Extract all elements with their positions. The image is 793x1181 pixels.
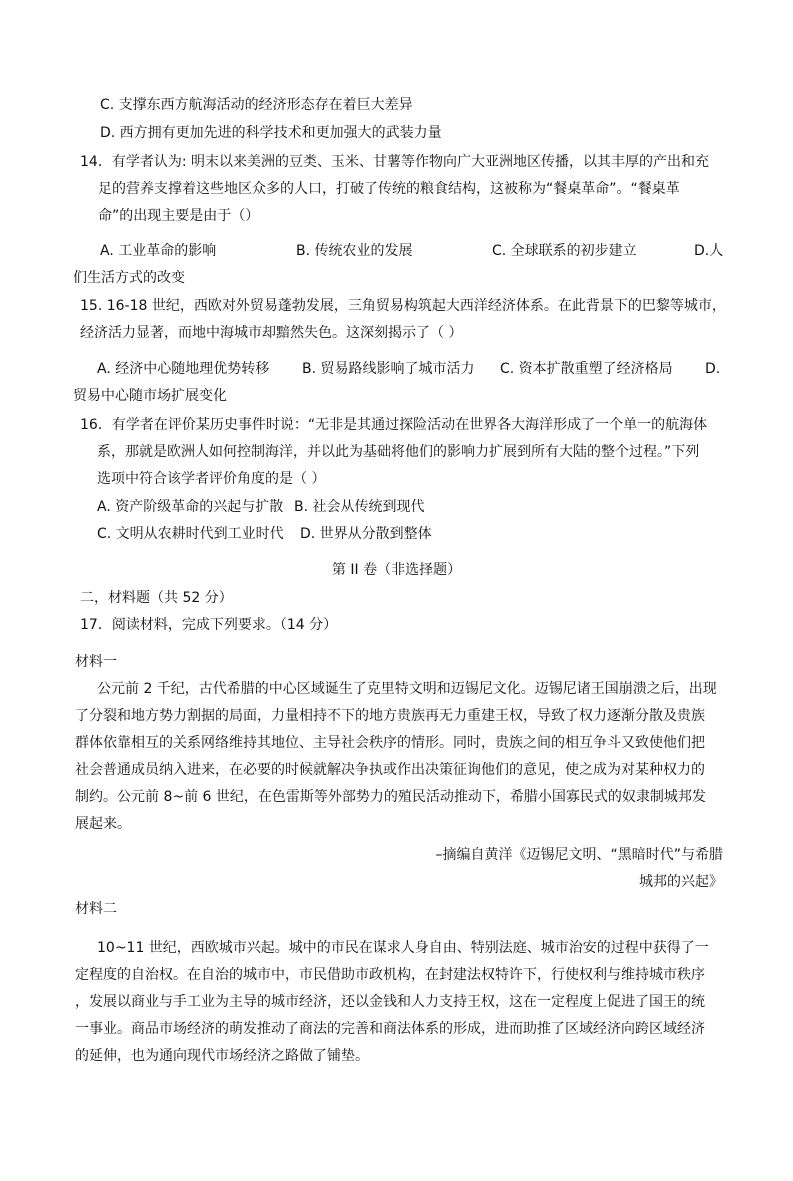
q15-option-d-continued: 贸易中心随市场扩展变化 — [73, 388, 227, 404]
material1-paragraph-line: 公元前 2 千纪，古代希腊的中心区域诞生了克里特文明和迈锡尼文化。迈锡尼诸王国崩溃之后，出现 — [97, 681, 717, 697]
material2-paragraph-line: 一事业。商品市场经济的萌发推动了商法的完善和商法体系的形成，进而助推了区域经济向跨区域经济 — [75, 1021, 705, 1037]
material1-source-continued: 城邦的兴起》 — [639, 874, 723, 890]
q16-stem-line: 16．有学者在评价某历史事件时说：“无非是其通过探险活动在世界各大海洋形成了一个单一的航海体 — [80, 417, 708, 433]
q14-stem-line: 命”的出现主要是由于（） — [98, 208, 260, 224]
q14-stem-line: 足的营养支撑着这些地区众多的人口，打破了传统的粮食结构，这被称为“餐桌革命”。“餐桌革 — [98, 181, 680, 197]
q14-option-d-continued: 们生活方式的改变 — [73, 270, 185, 286]
q15-option-d: D. — [705, 361, 721, 377]
material2-label: 材料二 — [75, 901, 117, 917]
q16-option-c: C. 文明从农耕时代到工业时代 — [97, 526, 284, 542]
material1-paragraph-line: 社会普通成员纳入进来，在必要的时候就解决争执或作出决策征询他们的意见，使之成为对某种权力的 — [75, 762, 705, 778]
q15-stem-line: 经济活力显著，而地中海城市却黯然失色。这深刻揭示了（ ） — [80, 325, 463, 341]
material2-paragraph-line: 10~11 世纪，西欧城市兴起。城中的市民在谋求人身自由、特别法庭、城市治安的过程中获得了一 — [97, 940, 709, 956]
q16-stem-line: 系，那就是欧洲人如何控制海洋，并以此为基础将他们的影响力扩展到所有大陆的整个过程。”下列 — [97, 444, 700, 460]
q13-option-d: D. 西方拥有更加先进的科学技术和更加强大的武装力量 — [100, 125, 442, 141]
material2-paragraph-line: ，发展以商业与手工业为主导的城市经济，还以金钱和人力支持王权，这在一定程度上促进了国王的统 — [75, 994, 705, 1010]
q13-option-c: C. 支撑东西方航海活动的经济形态存在着巨大差异 — [100, 97, 413, 113]
material2-paragraph-line: 的延伸，也为通向现代市场经济之路做了铺垫。 — [75, 1048, 369, 1064]
material1-label: 材料一 — [75, 654, 117, 670]
material2-paragraph-line: 定程度的自治权。在自治的城市中，市民借助市政机构，在封建法权特许下，行使权利与维持城市秩序 — [75, 967, 705, 983]
q15-option-c: C. 资本扩散重塑了经济格局 — [500, 361, 673, 377]
material1-paragraph-line: 展起来。 — [75, 816, 131, 832]
q14-option-a: A. 工业革命的影响 — [100, 243, 217, 259]
material1-paragraph-line: 了分裂和地方势力割据的局面，力量相持不下的地方贵族再无力重建王权，导致了权力逐渐分散及贵族 — [75, 708, 705, 724]
q16-option-b: B. 社会从传统到现代 — [294, 499, 425, 515]
material1-paragraph-line: 群体依靠相互的关系网络维持其地位、主导社会秩序的情形。同时，贵族之间的相互争斗又致使他们把 — [75, 735, 705, 751]
q16-option-d: D. 世界从分散到整体 — [300, 526, 432, 542]
q17-stem: 17．阅读材料，完成下列要求。（14 分） — [80, 617, 338, 633]
q14-option-d: D.人 — [694, 243, 724, 259]
q14-stem-line: 14．有学者认为: 明末以来美洲的豆类、玉米、甘薯等作物向广大亚洲地区传播，以其丰厚的产出和充 — [80, 154, 709, 170]
material1-source: –摘编自黄洋《迈锡尼文明、“黑暗时代”与希腊 — [435, 847, 723, 863]
q14-option-c: C. 全球联系的初步建立 — [492, 243, 637, 259]
q15-option-a: A. 经济中心随地理优势转移 — [97, 361, 270, 377]
q16-stem-line: 选项中符合该学者评价角度的是（ ） — [97, 471, 326, 487]
q15-stem-line: 15. 16-18 世纪，西欧对外贸易蓬勃发展，三角贸易构筑起大西洋经济体系。在此背景下的巴黎等城市， — [80, 298, 726, 314]
volume-title: 第 II 卷（非选择题） — [331, 562, 462, 578]
material1-paragraph-line: 制约。公元前 8~前 6 世纪，在色雷斯等外部势力的殖民活动推动下，希腊小国寡民式的奴隶制城邦发 — [75, 789, 706, 805]
part-title: 二，材料题（共 52 分） — [80, 590, 233, 606]
q14-option-b: B. 传统农业的发展 — [296, 243, 413, 259]
q15-option-b: B. 贸易路线影响了城市活力 — [302, 361, 475, 377]
q16-option-a: A. 资产阶级革命的兴起与扩散 — [97, 499, 284, 515]
